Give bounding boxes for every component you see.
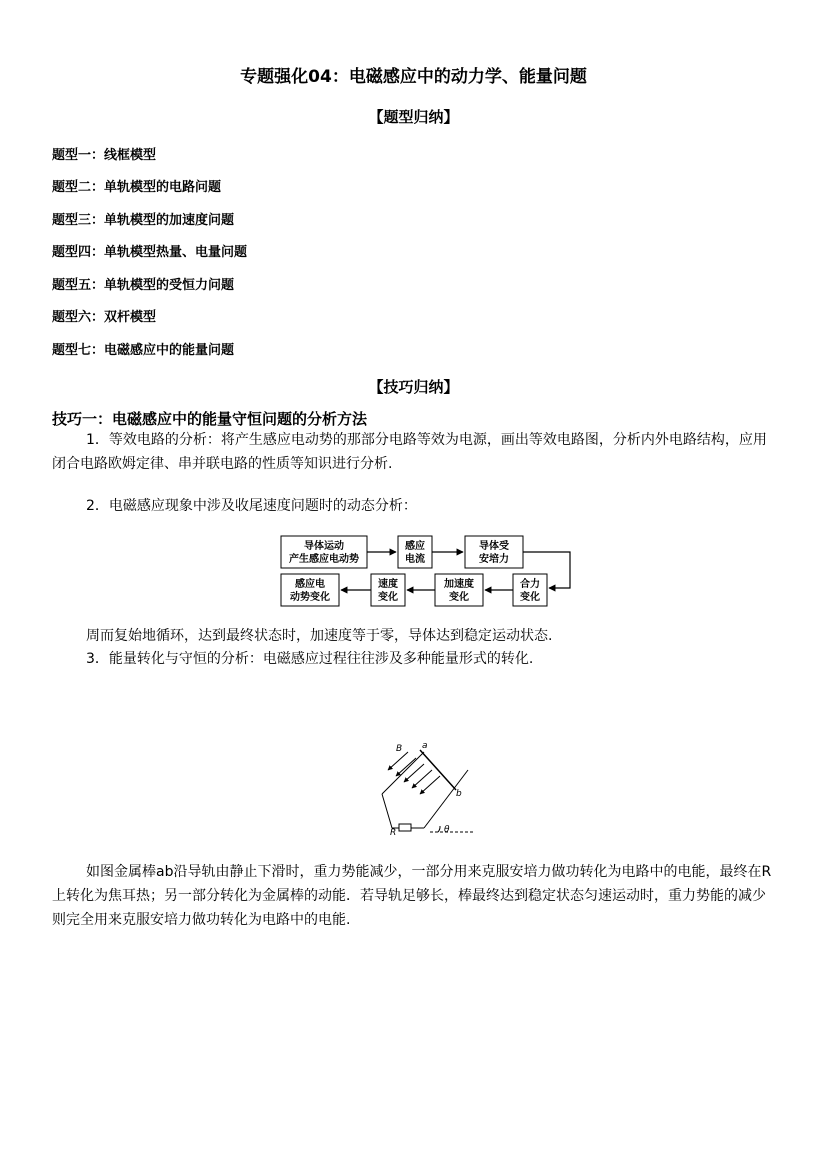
upper-rail	[382, 752, 424, 794]
dynamic-analysis-flowchart	[270, 530, 590, 610]
flow-label: 安培力	[479, 554, 509, 565]
type-item-4: 题型四：单轨模型热量、电量问题	[52, 245, 248, 260]
type-item-3: 题型三：单轨模型的加速度问题	[52, 213, 235, 228]
flow-label: 合力	[520, 579, 540, 590]
paragraph-equivalent-circuit: 1．等效电路的分析：将产生感应电动势的那部分电路等效为电源，画出等效电路图，分析内外电路结构，应用闭合电路欧姆定律、串并联电路的性质等知识进行分析.	[52, 432, 767, 472]
flow-label: 变化	[378, 592, 398, 603]
flow-label: 加速度	[444, 579, 474, 590]
angle-arc	[438, 826, 440, 832]
metal-rod-ab	[420, 750, 456, 790]
flow-label: 动势变化	[290, 592, 330, 603]
technique-heading: 技巧一：电磁感应中的能量守恒问题的分析方法	[52, 410, 368, 428]
flow-label: 产生感应电动势	[289, 554, 359, 565]
type-item-2: 题型二：单轨模型的电路问题	[52, 180, 222, 195]
resistor-icon	[399, 824, 411, 831]
flow-label: 感应电	[295, 579, 325, 590]
inclined-rail-figure	[368, 740, 484, 836]
flow-label: 电流	[405, 554, 425, 565]
type-item-6: 题型六：双杆模型	[52, 310, 157, 325]
flow-label: 导体受	[479, 541, 509, 552]
section-heading-techniques: 【技巧归纳】	[368, 378, 459, 396]
page-title: 专题强化04：电磁感应中的动力学、能量问题	[240, 67, 587, 87]
type-item-7: 题型七：电磁感应中的能量问题	[52, 343, 235, 358]
label-B: B	[396, 744, 403, 754]
flow-label: 速度	[378, 579, 398, 590]
flow-label: 感应	[405, 541, 425, 552]
flow-label: 变化	[449, 592, 469, 603]
section-heading-types: 【题型归纳】	[368, 108, 459, 126]
label-theta: θ	[444, 825, 450, 835]
flow-label: 变化	[520, 592, 540, 603]
paragraph-energy-conversion: 3．能量转化与守恒的分析：电磁感应过程往往涉及多种能量形式的转化.	[86, 651, 534, 667]
paragraph-dynamic-analysis: 2．电磁感应现象中涉及收尾速度问题时的动态分析：	[86, 498, 417, 514]
type-item-5: 题型五：单轨模型的受恒力问题	[52, 278, 235, 293]
label-R: R	[390, 828, 397, 836]
rail-crossbar	[382, 794, 392, 828]
label-b: b	[456, 789, 462, 799]
label-a: a	[422, 741, 428, 751]
paragraph-figure-explanation: 如图金属棒ab沿导轨由静止下滑时，重力势能减少，一部分用来克服安培力做功转化为电路中的电能，最终在R上转化为焦耳热；另一部分转化为金属棒的动能．若导轨足够长，棒最终达到稳定状态匀速运动时，重力势能的减少则完全用来克服安培力做功转化为电路中的电能.	[52, 864, 772, 928]
type-item-1: 题型一：线框模型	[52, 148, 157, 163]
paragraph-final-state: 周而复始地循环，达到最终状态时，加速度等于零，导体达到稳定运动状态.	[86, 628, 553, 644]
flow-label: 导体运动	[304, 541, 344, 552]
